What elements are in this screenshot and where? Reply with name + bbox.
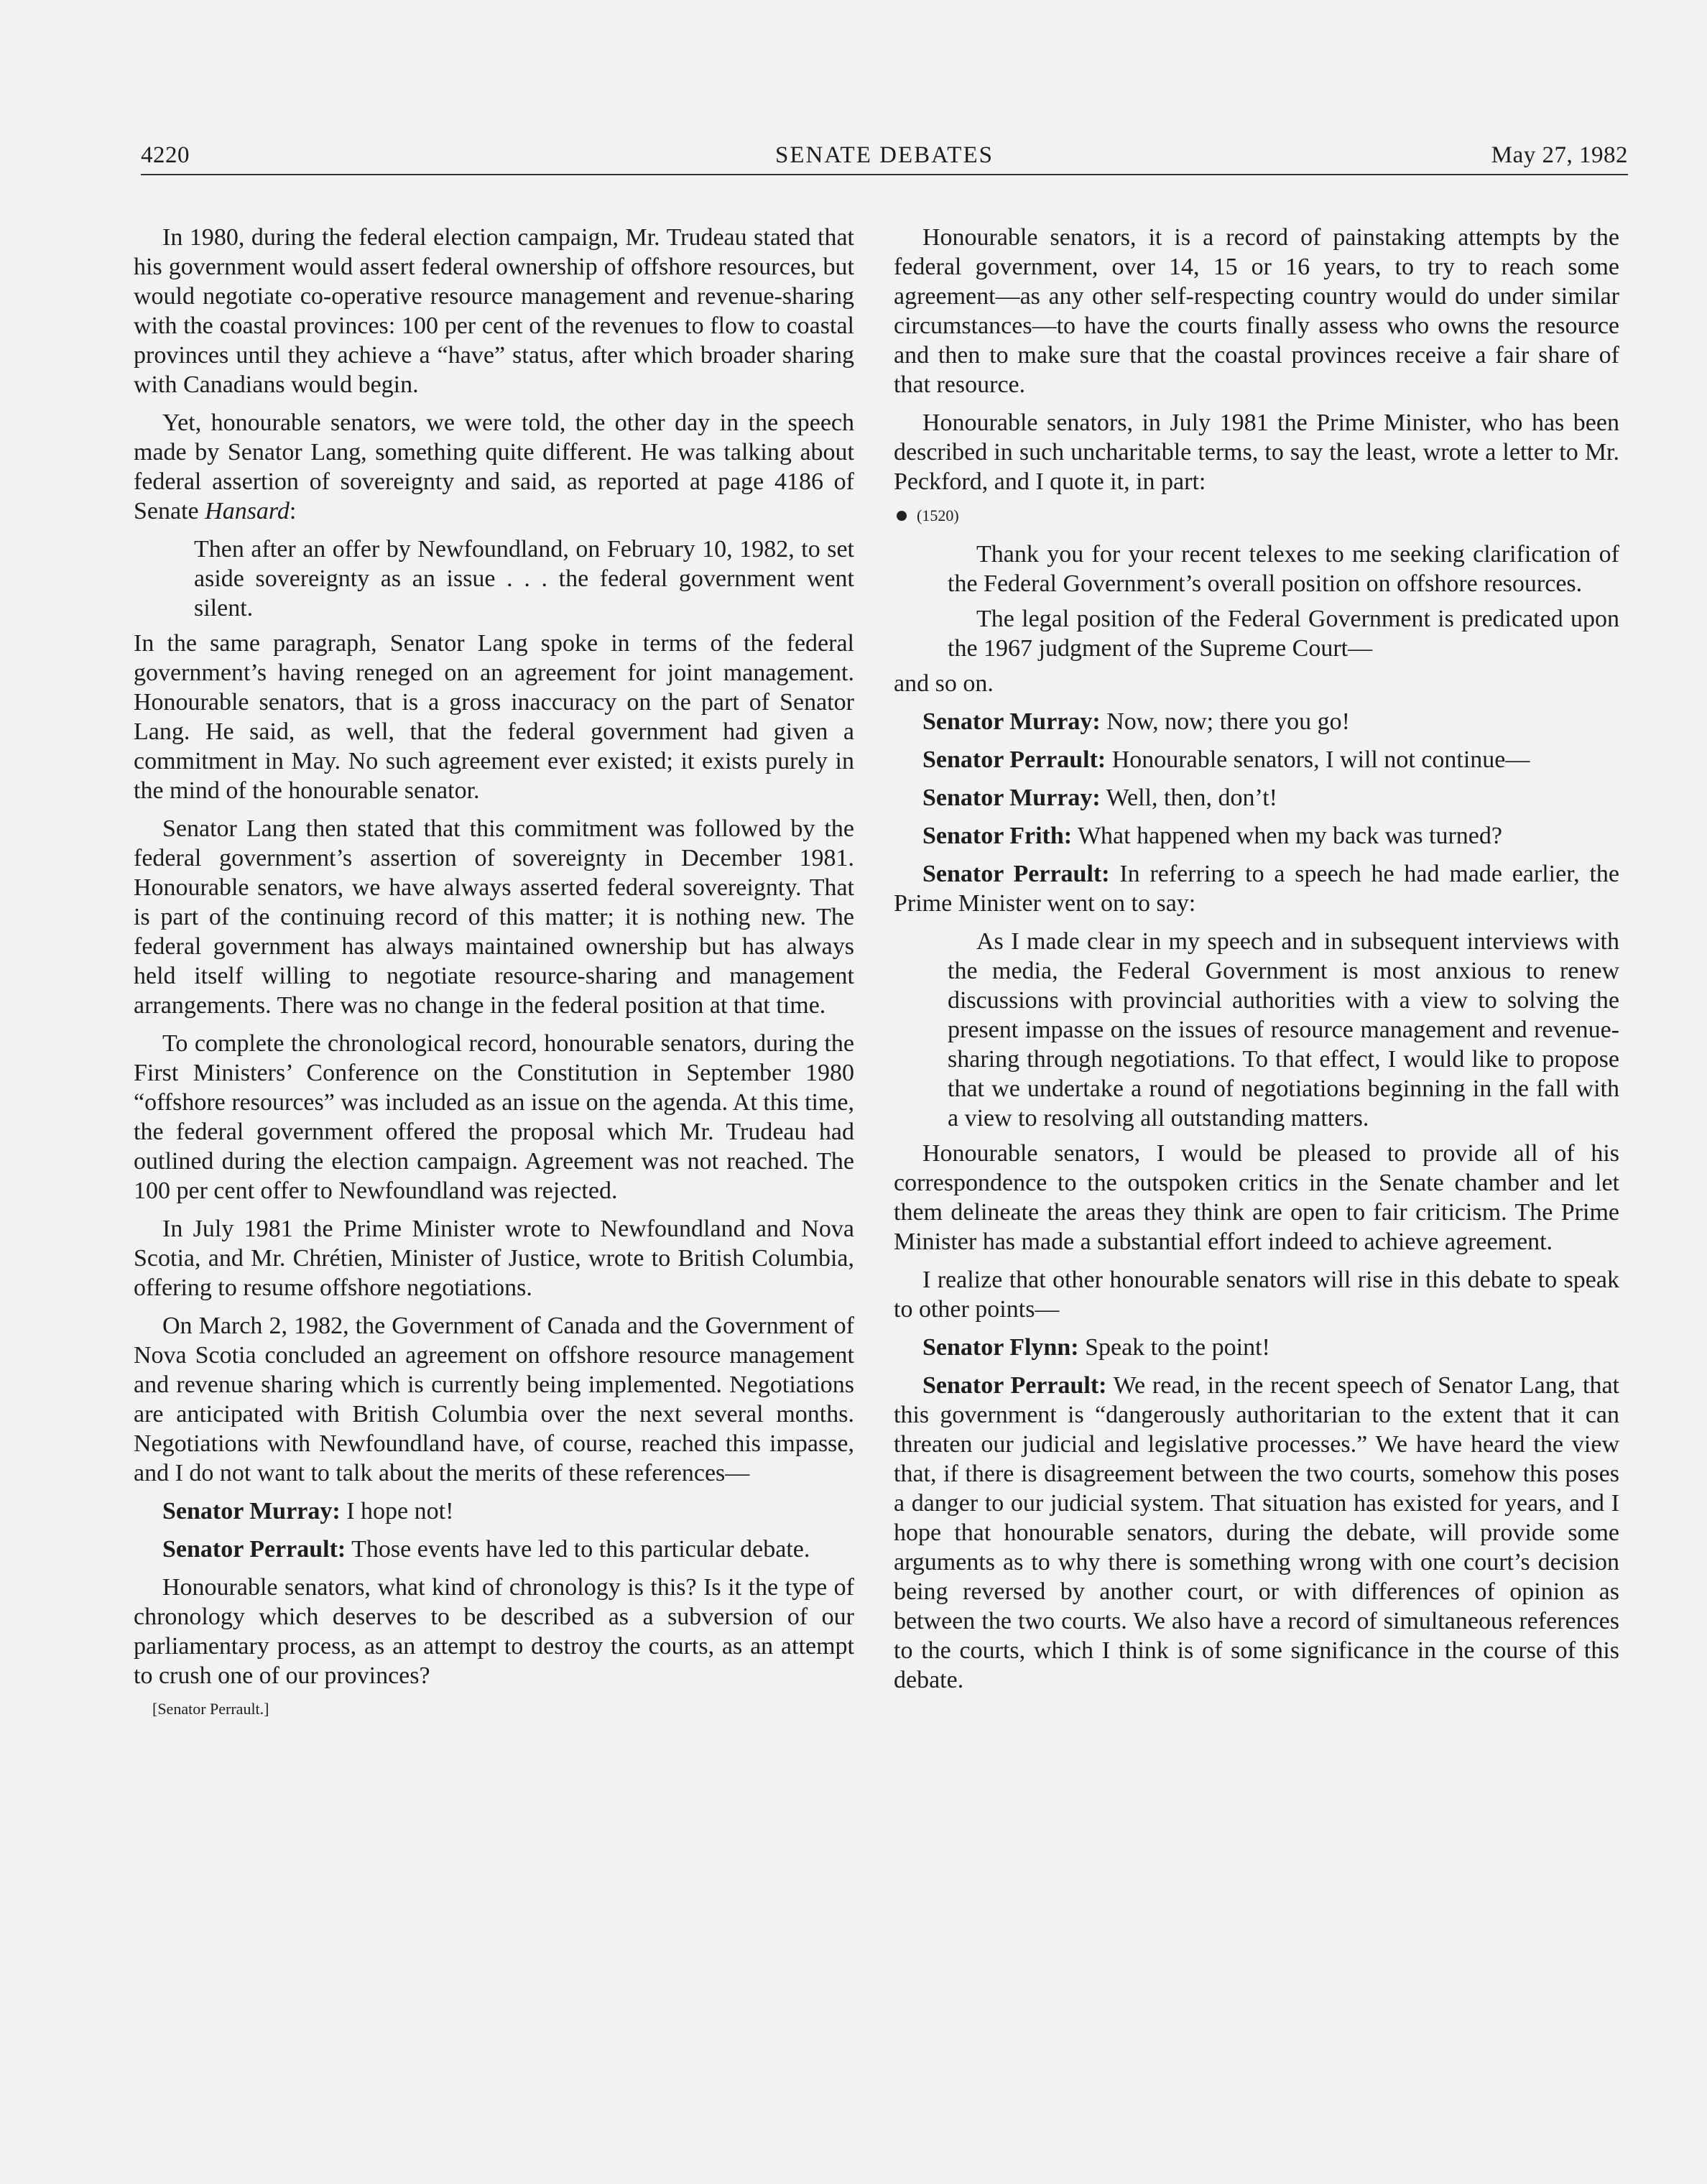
speech-turn: Senator Murray: Well, then, don’t! [922,785,1277,811]
speech-turn: Senator Perrault: Those events have led to this particular debate. [162,1536,810,1563]
speech-turn: Senator Perrault: Honourable senators, I will not continue— [922,746,1530,773]
speech-turn: Senator Perrault: In referring to a speech he had made earlier, the Prime Minister went on to say: [894,861,1620,917]
paragraph: In July 1981 the Prime Minister wrote to Newfoundland and Nova Scotia, and Mr. Chrétien, Minister of Justice, wrote to British Columbia, offering to resume offshore negotiations. [134,1216,854,1301]
paragraph: On March 2, 1982, the Government of Canada and the Government of Nova Scotia concluded an agreement on offshore resource management and revenue sharing which is currently being implemented. Negotiations are anticipated with British Columbia over the next several months. Negotiations with Newfoundland have, of course, reached this impasse, and I do not want to talk about the merits of these references— [134,1313,854,1486]
block-quote: Thank you for your recent telexes to me seeking clarification of the Federal Government’s overall position on offshore resources. [948,541,1619,597]
speech-turn: Senator Murray: Now, now; there you go! [922,708,1350,735]
speech-turn: Senator Flynn: Speak to the point! [922,1334,1270,1361]
right-column [894,223,1619,1703]
paragraph: In the same paragraph, Senator Lang spoke in terms of the federal government’s having reneged on an agreement for joint management. Honourable senators, that is a gross inaccuracy on the part of Senator Lang. He said, as well, that the federal government had given a commitment in May. No such agreement ever existed; it exists purely in the mind of the honourable senator. [134,630,854,804]
page-number: 4220 [141,142,190,168]
paragraph: Yet, honourable senators, we were told, the other day in the speech made by Senator Lang, something quite different. He was talking about federal assertion of sovereignty and said, as reported at page 4186 of Senate Hansard: [134,410,854,524]
paragraph: Senator Lang then stated that this commitment was followed by the federal government’s assertion of sovereignty in December 1981. Honourable senators, we have always asserted federal sovereignty. That is part of the continuing record of this matter; it is nothing new. The federal government has always maintained ownership but has always held itself willing to negotiate resource-sharing and management arrangements. There was no change in the federal position at that time. [134,815,854,1019]
speech-turn: Senator Perrault: We read, in the recent speech of Senator Lang, that this government is “dangerously authoritarian to the extent that it can threaten our judicial and legislative processes.” We have heard the view that, if there is disagreement between the two courts, somehow this poses a danger to our judicial system. That situation has existed for years, and I hope that honourable senators, during the debate, will provide some arguments as to why there is something wrong with one court’s decision being reversed by another court, or with differences of opinion as between the two courts. We also have a record of simultaneous references to the courts, which I think is of some significance in the course of this debate. [894,1372,1620,1693]
block-quote: The legal position of the Federal Government is predicated upon the 1967 judgment of the Supreme Court— [948,606,1619,662]
paragraph: Honourable senators, I would be pleased to provide all of his correspondence to the outspoken critics in the Senate chamber and let them delineate the areas they think are open to fair criticism. The Prime Minister has made a substantial effort indeed to achieve agreement. [894,1140,1619,1255]
speech-turn: Senator Murray: I hope not! [162,1498,454,1524]
hansard-italic: Hansard [205,498,290,524]
time-marker-label: (1520) [917,506,959,524]
time-marker [897,505,1619,527]
speaker-attribution: [Senator Perrault.] [152,1700,269,1718]
paragraph: To complete the chronological record, honourable senators, during the First Ministers’ Conference on the Constitution in September 1980 “offshore resources” was included as an issue on the agenda. At this time, the federal government offered the proposal which Mr. Trudeau had outlined during the election campaign. Agreement was not reached. The 100 per cent offer to Newfoundland was rejected. [134,1030,854,1204]
speaker-name: Senator Perrault: [922,1372,1107,1399]
speaker-name: Senator Murray: [922,785,1101,811]
issue-date: May 27, 1982 [1491,142,1628,168]
bullet-icon [897,511,907,521]
speaker-name: Senator Perrault: [922,861,1110,887]
block-quote: As I made clear in my speech and in subsequent interviews with the media, the Federal Government is most anxious to renew discussions with provincial authorities with a view to solving the present impasse on the issues of resource management and revenue-sharing through negotiations. To that effect, I would like to propose that we undertake a round of negotiations beginning in the fall with a view to resolving all outstanding matters. [948,928,1619,1132]
paragraph: I realize that other honourable senators will rise in this debate to speak to other points— [894,1267,1619,1323]
paragraph: Honourable senators, what kind of chronology is this? Is it the type of chronology which deserves to be described as a subversion of our parliamentary process, as an attempt to destroy the courts, as an attempt to crush one of our provinces? [134,1574,854,1689]
journal-title: SENATE DEBATES [775,142,994,168]
speaker-name: Senator Flynn: [922,1334,1079,1361]
speaker-name: Senator Murray: [922,708,1101,735]
paragraph: and so on. [894,670,994,697]
paragraph: Honourable senators, it is a record of painstaking attempts by the federal government, over 14, 15 or 16 years, to try to reach some agreement—as any other self-respecting country would do under similar circumstances—to have the courts finally assess who owns the resource and then to make sure that the coastal provinces receive a fair share of that resource. [894,224,1619,398]
block-quote: Then after an offer by Newfoundland, on February 10, 1982, to set aside sovereignty as an issue . . . the federal government went silent. [194,536,854,621]
speaker-name: Senator Frith: [922,823,1073,849]
speaker-name: Senator Perrault: [162,1536,346,1563]
page-header [141,138,1628,175]
paragraph: In 1980, during the federal election campaign, Mr. Trudeau stated that his government would assert federal ownership of offshore resources, but would negotiate co-operative resource management and revenue-sharing with the coastal provinces: 100 per cent of the revenues to flow to coastal provinces until they achieve a “have” status, after which broader sharing with Canadians would begin. [134,224,854,398]
speaker-name: Senator Murray: [162,1498,341,1524]
speaker-name: Senator Perrault: [922,746,1106,773]
left-column [134,223,854,1719]
paragraph: Honourable senators, in July 1981 the Prime Minister, who has been described in such uncharitable terms, to say the least, wrote a letter to Mr. Peckford, and I quote it, in part: [894,410,1619,495]
speech-turn: Senator Frith: What happened when my back was turned? [922,823,1502,849]
